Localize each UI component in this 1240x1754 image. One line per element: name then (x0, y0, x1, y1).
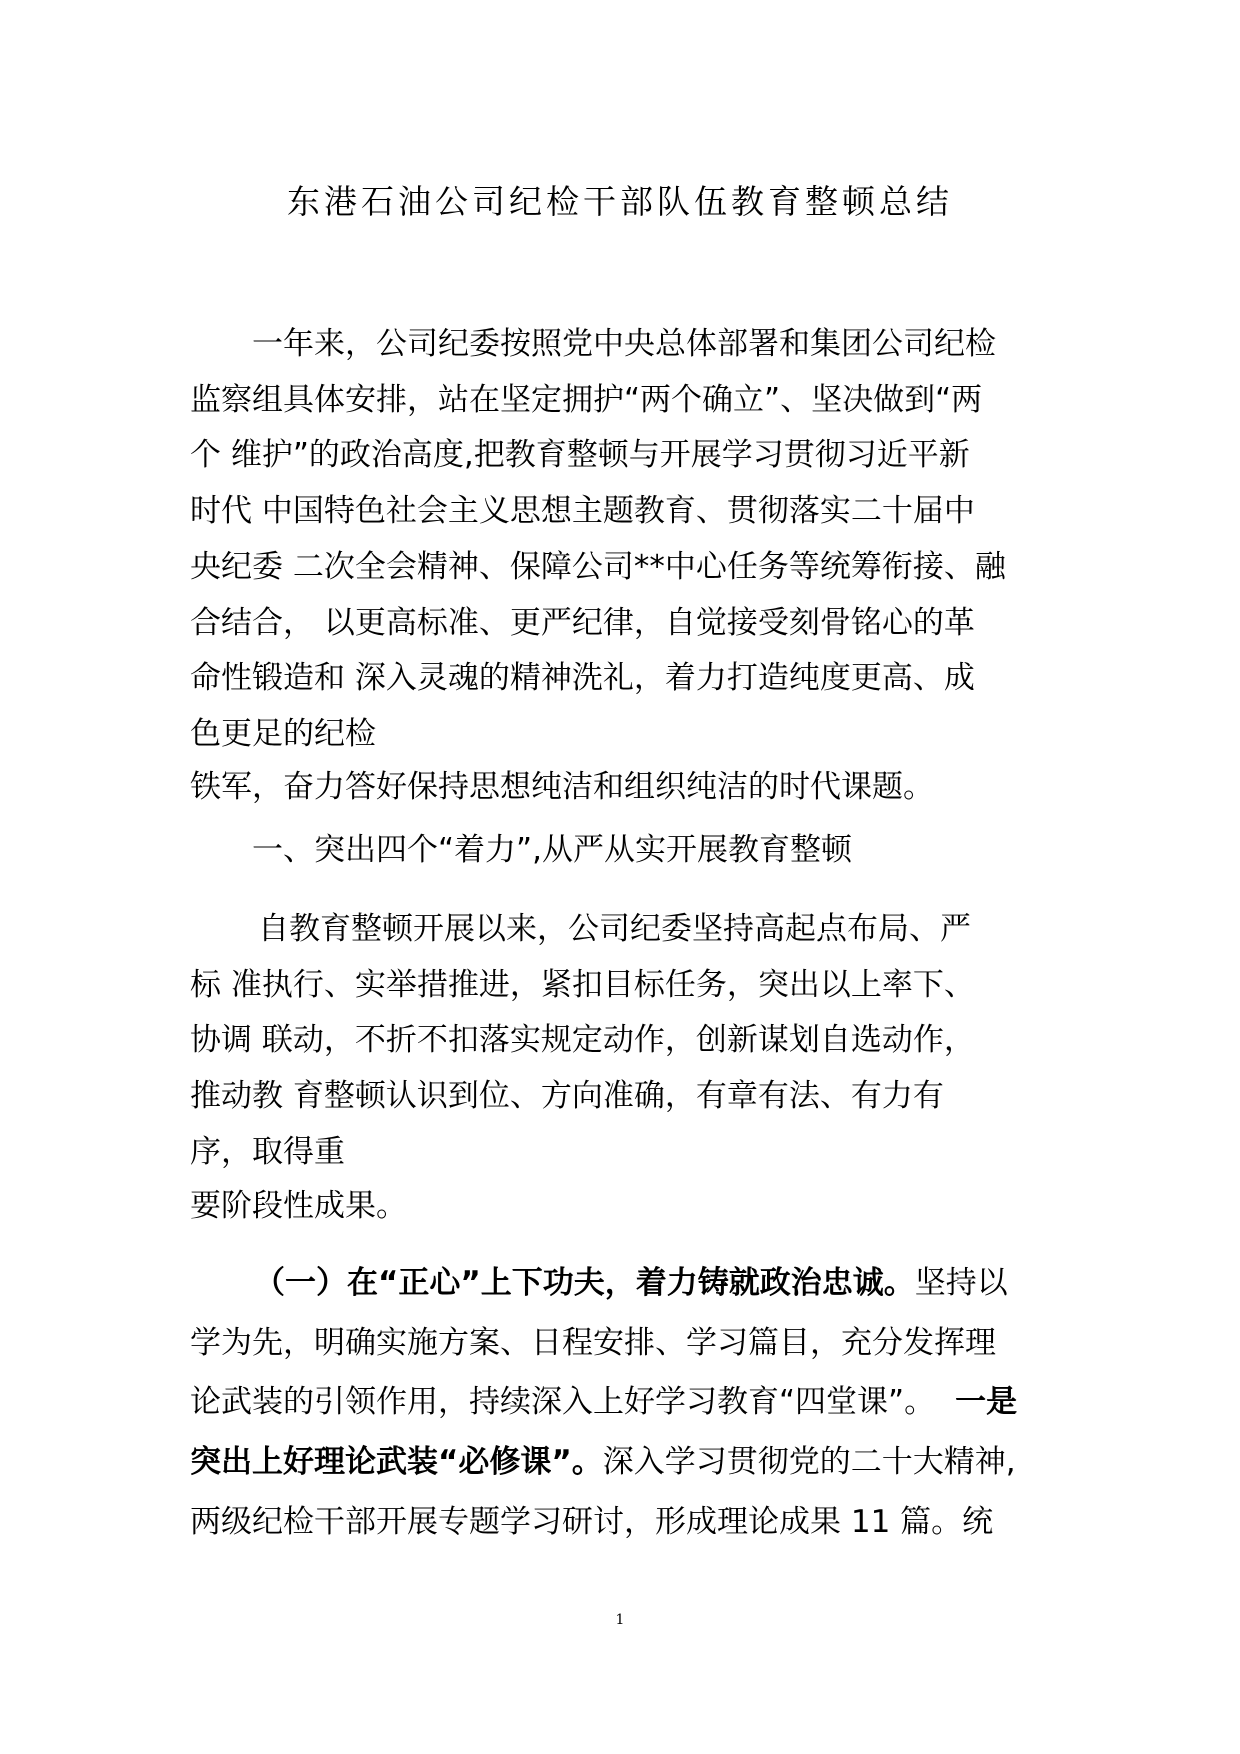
paragraph-line: 一年来，公司纪委按照党中央总体部署和集团公司纪检 (252, 326, 996, 362)
section-heading: 一、突出四个“着力”,从严从实开展教育整顿 (252, 832, 852, 868)
paragraph-line: 要阶段性成果。 (190, 1188, 407, 1224)
paragraph-line: 个 维护”的政治高度,把教育整顿与开展学习贯彻习近平新 (190, 437, 970, 473)
subsection-line (254, 1258, 1008, 1308)
paragraph-line: 推动教 育整顿认识到位、方向准确，有章有法、有力有 (190, 1078, 944, 1114)
paragraph-line: 色更足的纪检 (190, 716, 376, 752)
page-number: 1 (615, 1612, 625, 1628)
paragraph-line: 命性锻造和 深入灵魂的精神洗礼，着力打造纯度更高、成 (190, 660, 975, 696)
paragraph-line: 监察组具体安排，站在坚定拥护“两个确立”、坚决做到“两 (190, 382, 983, 418)
paragraph-text: 论武装的引领作用，持续深入上好学习教育“四堂课”。 (190, 1384, 936, 1420)
point-marker: 一是 (955, 1384, 1018, 1420)
subsection-text: 坚持以 (914, 1265, 1008, 1301)
paragraph-line: 标 准执行、实举措推进，紧扣目标任务，突出以上率下、 (190, 967, 975, 1003)
paragraph-line (190, 1377, 1017, 1427)
paragraph-text: 深入学习贯彻党的二十大精神, (602, 1444, 1016, 1480)
paragraph-line: 学为先，明确实施方案、日程安排、学习篇目，充分发挥理 (190, 1325, 996, 1361)
paragraph-line: 央纪委 二次全会精神、保障公司**中心任务等统筹衔接、融 (190, 549, 1006, 585)
paragraph-line: 序，取得重 (190, 1134, 345, 1170)
paragraph-line: 铁军，奋力答好保持思想纯洁和组织纯洁的时代课题。 (190, 769, 934, 805)
paragraph-line: 两级纪检干部开展专题学习研讨，形成理论成果 11 篇。统 (190, 1504, 994, 1540)
paragraph-line: 协调 联动，不折不扣落实规定动作，创新谋划自选动作， (190, 1022, 975, 1058)
paragraph-line (190, 1437, 1016, 1487)
paragraph-line: 时代 中国特色社会主义思想主题教育、贯彻落实二十届中 (190, 493, 975, 529)
point-heading: 突出上好理论武装“必修课”。 (190, 1444, 603, 1480)
paragraph-line: 合结合， 以更高标准、更严纪律，自觉接受刻骨铭心的革 (190, 605, 975, 641)
subsection-heading: （一）在“正心”上下功夫，着力铸就政治忠诚。 (254, 1265, 915, 1301)
paragraph-line: 自教育整顿开展以来，公司纪委坚持高起点布局、严 (258, 911, 971, 947)
document-title: 东港石油公司纪检干部队伍教育整顿总结 (287, 182, 953, 221)
